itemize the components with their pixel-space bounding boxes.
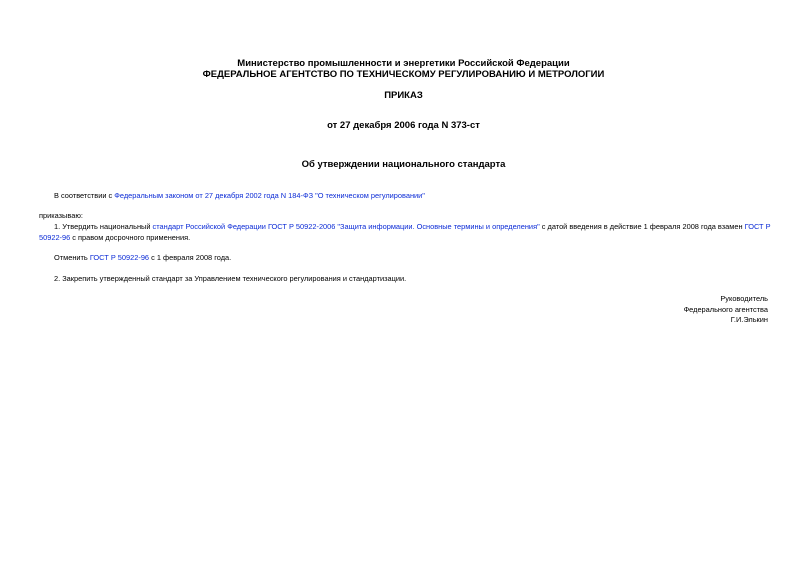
ministry-heading: Министерство промышленности и энергетики Российской Федерации — [237, 58, 570, 69]
cancel-prefix: Отменить — [54, 253, 90, 262]
agency-heading: ФЕДЕРАЛЬНОЕ АГЕНТСТВО ПО ТЕХНИЧЕСКОМУ РЕГУЛИРОВАНИЮ И МЕТРОЛОГИИ — [202, 69, 605, 80]
cancel-paragraph — [54, 253, 231, 262]
gost-96-link-part1[interactable]: ГОСТ Р — [744, 222, 771, 231]
order-word: приказываю: — [39, 211, 83, 220]
item2-paragraph: 2. Закрепить утвержденный стандарт за Управлением технического регулирования и стандартизации. — [54, 274, 407, 283]
item1-mid: с датой введения в действие 1 февраля 2008 года взамен — [541, 222, 743, 231]
item1-line2 — [39, 233, 190, 242]
signature-name: Г.И.Элькин — [730, 315, 768, 324]
intro-prefix: В соответствии с — [54, 191, 115, 200]
federal-law-link[interactable]: Федеральным законом от 27 декабря 2002 года N 184-ФЗ "О техническом регулировании" — [114, 191, 425, 200]
intro-paragraph — [54, 191, 425, 200]
item1-suffix: с правом досрочного применения. — [70, 233, 191, 242]
cancel-suffix: с 1 февраля 2008 года. — [149, 253, 232, 262]
subject-heading: Об утверждении национального стандарта — [301, 159, 506, 170]
item1-line1 — [54, 222, 771, 231]
gost-96-cancel-link[interactable]: ГОСТ Р 50922-96 — [89, 253, 150, 262]
gost-2006-standard-link[interactable]: стандарт Российской Федерации ГОСТ Р 50922-2006 "Защита информации. Основные термины и определения" — [152, 222, 540, 231]
doc-type-heading: ПРИКАЗ — [384, 90, 423, 101]
item1-prefix: 1. Утвердить национальный — [54, 222, 151, 231]
date-number-heading: от 27 декабря 2006 года N 373-ст — [327, 120, 480, 131]
signature-title: Руководитель — [720, 294, 768, 303]
signature-agency: Федерального агентства — [683, 305, 768, 314]
gost-96-link-part2[interactable]: 50922-96 — [39, 233, 71, 242]
